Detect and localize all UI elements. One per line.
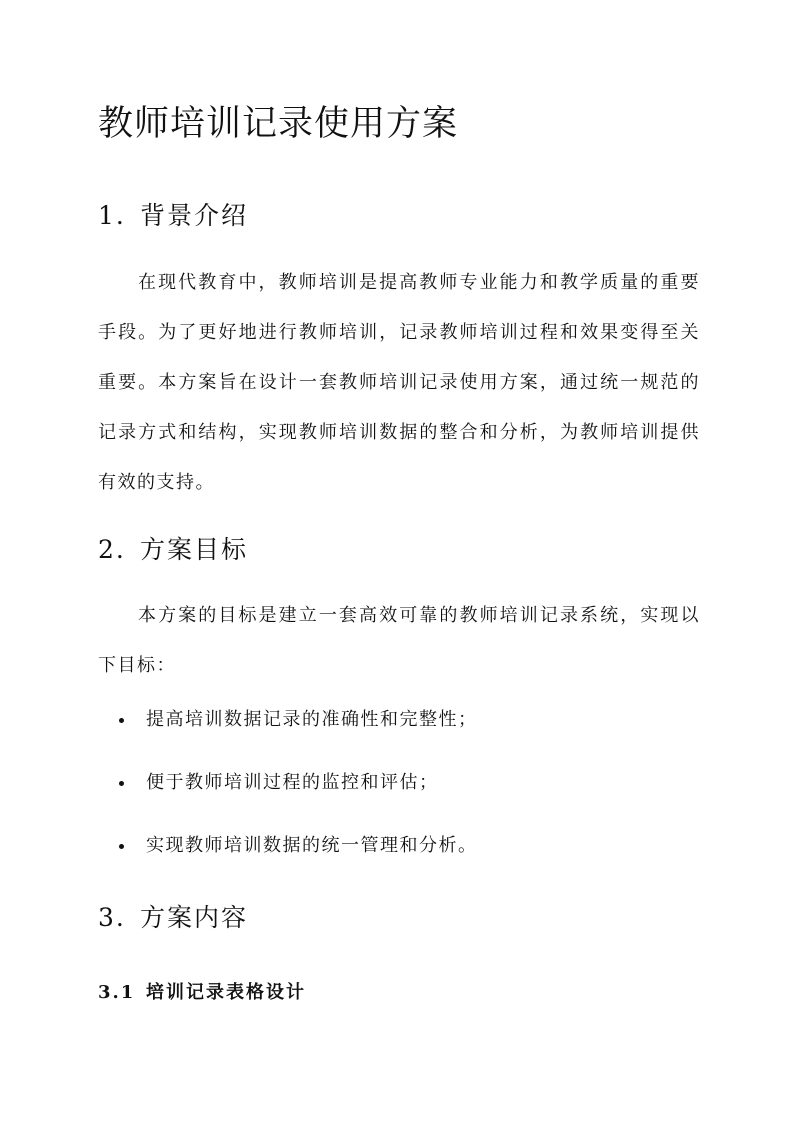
- list-item-text: 提高培训数据记录的准确性和完整性；: [146, 709, 478, 730]
- section-heading-goals: [98, 530, 248, 566]
- section-title: 背景介绍: [140, 201, 249, 230]
- list-item: [98, 768, 700, 831]
- bullet-icon: [119, 718, 124, 723]
- section-title: 方案内容: [140, 903, 249, 932]
- bullet-icon: [119, 781, 124, 786]
- subsection-heading: [98, 978, 306, 1004]
- document-title: 教师培训记录使用方案: [98, 104, 459, 144]
- section-title: 方案目标: [140, 535, 249, 564]
- section-number: 1.: [98, 201, 126, 230]
- list-item: [98, 831, 700, 894]
- section-number: 3.: [98, 903, 126, 932]
- goals-paragraph: 本方案的目标是建立一套高效可靠的教师培训记录系统，实现以下目标：: [98, 605, 700, 676]
- bullet-icon: [119, 844, 124, 849]
- section-number: 2.: [98, 535, 126, 564]
- subsection-title: 培训记录表格设计: [146, 982, 306, 1003]
- section-heading-content: [98, 898, 248, 934]
- list-item: [98, 705, 700, 768]
- subsection-number: 3.1: [98, 982, 136, 1003]
- goals-list: [98, 705, 700, 894]
- section-heading-background: [98, 196, 248, 232]
- list-item-text: 实现教师培训数据的统一管理和分析。: [146, 835, 478, 856]
- list-item-text: 便于教师培训过程的监控和评估；: [146, 772, 439, 793]
- background-paragraph: 在现代教育中，教师培训是提高教师专业能力和教学质量的重要手段。为了更好地进行教师培训，记录教师培训过程和效果变得至关重要。本方案旨在设计一套教师培训记录使用方案，通过统一规范的记录方式和结构，实现教师培训数据的整合和分析，为教师培训提供有效的支持。: [98, 272, 700, 493]
